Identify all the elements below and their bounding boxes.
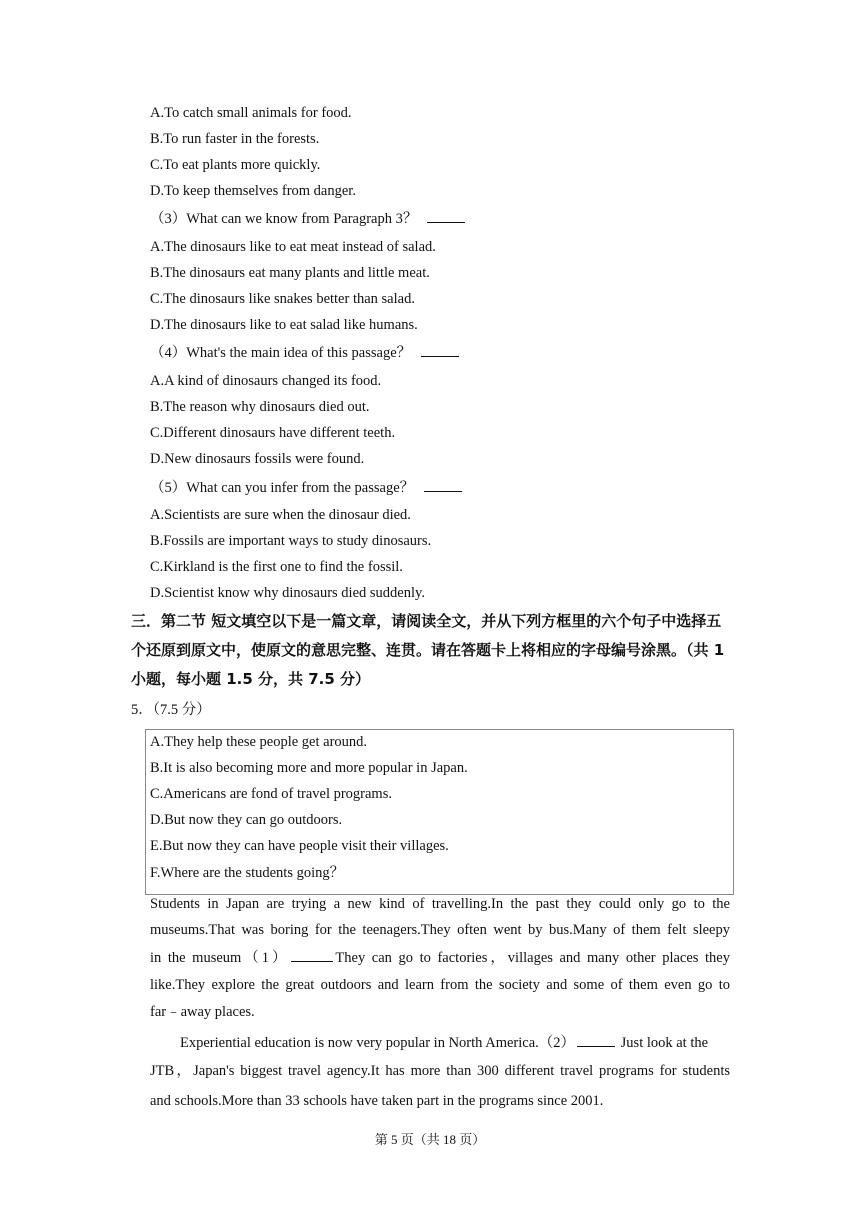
question-number: 5．（7.5 分）: [131, 702, 211, 718]
q4-question-text: （4）What's the main idea of this passage？: [150, 345, 412, 361]
q4-question: [150, 343, 459, 362]
q4-option-d: D.New dinosaurs fossils were found.: [150, 451, 365, 467]
q5-option-c: C.Kirkland is the first one to find the fossil.: [150, 559, 403, 575]
q3-option-b: B.The dinosaurs eat many plants and little meat.: [150, 265, 430, 281]
section-heading-line1: 三．第二节 短文填空以下是一篇文章，请阅读全文，并从下列方框里的六个句子中选择五: [131, 612, 722, 630]
q5-question: [150, 478, 462, 497]
q4-option-c: C.Different dinosaurs have different teeth.: [150, 425, 396, 441]
q2-option-a: A.To catch small animals for food.: [150, 105, 352, 121]
box-item-e: E.But now they can have people visit their villages.: [150, 838, 449, 854]
q2-option-b: B.To run faster in the forests.: [150, 131, 320, 147]
q3-question: [150, 209, 465, 228]
passage-p1-line4: like.They explore the great outdoors and learn from the society and some of them even go to: [150, 977, 730, 993]
q3-option-a: A.The dinosaurs like to eat meat instead of salad.: [150, 239, 436, 255]
passage-p2-line1-start: Experiential education is now very popular in North America.（2）: [180, 1035, 576, 1051]
q5-answer-blank: [424, 478, 462, 492]
q5-option-d: D.Scientist know why dinosaurs died suddenly.: [150, 585, 425, 601]
q4-answer-blank: [421, 343, 459, 357]
q2-option-c: C.To eat plants more quickly.: [150, 157, 321, 173]
q5-option-b: B.Fossils are important ways to study dinosaurs.: [150, 533, 432, 549]
passage-p2-line1-end: Just look at the: [617, 1035, 709, 1051]
page-footer: 第 5 页（共 18 页）: [374, 1132, 486, 1147]
passage-p1-line2: museums.That was boring for the teenagers.They often went by bus.Many of them felt sleepy: [150, 922, 730, 938]
box-item-f: F.Where are the students going？: [150, 865, 345, 881]
passage-p1-line3: [150, 948, 730, 967]
passage-p1-line3-end: They can go to factories，villages and many other places they: [335, 950, 730, 966]
sentence-options-box: [145, 729, 734, 895]
q3-option-c: C.The dinosaurs like snakes better than salad.: [150, 291, 415, 307]
passage-p1-line5: far﹣away places.: [150, 1004, 255, 1020]
blank-2: [577, 1033, 615, 1047]
passage-p2-line1: [180, 1033, 730, 1052]
q5-option-a: A.Scientists are sure when the dinosaur died.: [150, 507, 411, 523]
blank-1: [291, 948, 333, 962]
box-item-b: B.It is also becoming more and more popular in Japan.: [150, 760, 468, 776]
passage-p1-line1: Students in Japan are trying a new kind of travelling.In the past they could only go to the: [150, 896, 730, 912]
box-item-c: C.Americans are fond of travel programs.: [150, 786, 392, 802]
passage-p2-line3: and schools.More than 33 schools have taken part in the programs since 2001.: [150, 1093, 604, 1109]
q2-option-d: D.To keep themselves from danger.: [150, 183, 356, 199]
q4-option-a: A.A kind of dinosaurs changed its food.: [150, 373, 382, 389]
passage-p1-line3-start: in the museum（1）: [150, 950, 290, 966]
q5-question-text: （5）What can you infer from the passage？: [150, 480, 415, 496]
q3-question-text: （3）What can we know from Paragraph 3？: [150, 211, 418, 227]
q4-option-b: B.The reason why dinosaurs died out.: [150, 399, 370, 415]
section-heading-line3: 小题，每小题 1.5 分，共 7.5 分）: [131, 670, 371, 688]
passage-p2-line2: JTB，Japan's biggest travel agency.It has more than 300 different travel programs for students: [150, 1063, 730, 1079]
box-item-a: A.They help these people get around.: [150, 734, 368, 750]
q3-answer-blank: [427, 209, 465, 223]
section-heading-line2: 个还原到原文中，使原文的意思完整、连贯。请在答题卡上将相应的字母编号涂黑。（共 1: [131, 641, 725, 659]
box-item-d: D.But now they can go outdoors.: [150, 812, 343, 828]
q3-option-d: D.The dinosaurs like to eat salad like humans.: [150, 317, 418, 333]
